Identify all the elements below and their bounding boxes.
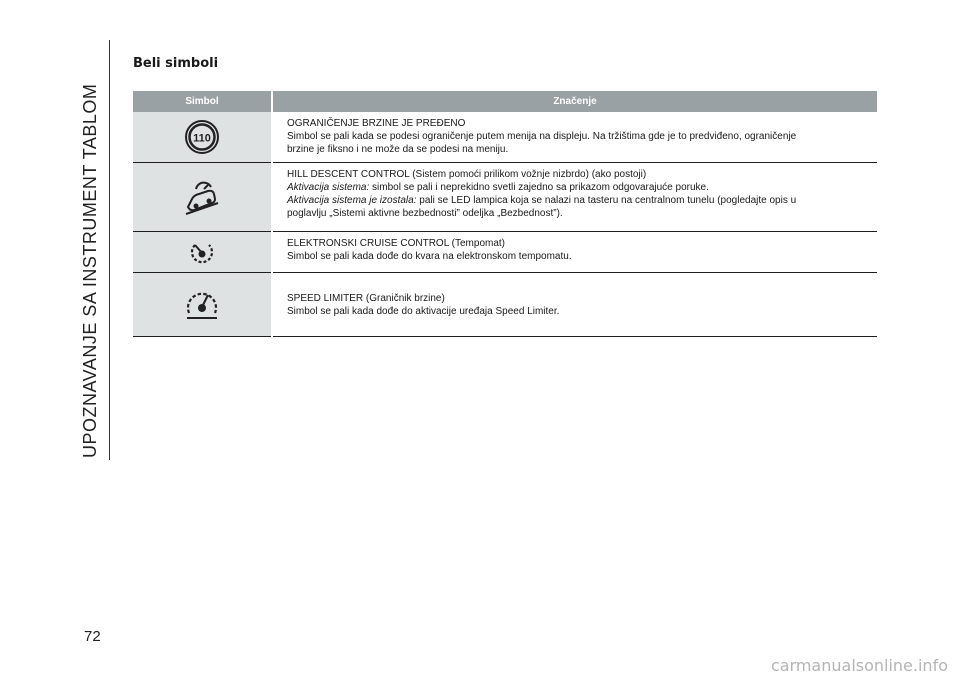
watermark: carmanualsonline.info	[770, 656, 948, 675]
row-text: Simbol se pali kada dođe do kvara na elektronskom tempomatu.	[287, 251, 572, 262]
symbol-cell	[133, 273, 272, 337]
table-row	[133, 232, 877, 273]
cruise-control-icon	[187, 237, 217, 267]
meaning-cell	[272, 112, 877, 163]
table-row	[133, 273, 877, 337]
meaning-cell	[272, 273, 877, 337]
table-row	[133, 163, 877, 232]
speed-limit-110-icon	[182, 117, 222, 157]
table-header-row	[133, 91, 877, 112]
symbol-cell	[133, 112, 272, 163]
no-activation-text: pali se LED lampica koja se nalazi na tasteru na centralnom tunelu (pogledajte opis u	[416, 195, 797, 206]
symbol-cell	[133, 163, 272, 232]
row-title: OGRANIČENJE BRZINE JE PREĐENO	[287, 118, 466, 129]
row-text: brzine je fiksno i ne može da se podesi na meniju.	[287, 144, 509, 155]
row-text: poglavlju „Sistemi aktivne bezbednosti” odeljka „Bezbednost”).	[287, 208, 563, 219]
header-meaning: Značenje	[272, 91, 877, 112]
row-title: SPEED LIMITER (Graničnik brzine)	[287, 293, 445, 304]
symbol-cell	[133, 232, 272, 273]
chapter-divider	[109, 40, 110, 460]
row-text	[287, 194, 871, 207]
row-text: Simbol se pali kada se podesi ograničenje putem menija na displeju. Na tržištima gde je to predviđeno, ograničenje	[287, 131, 797, 142]
section-title: Beli simboli	[133, 56, 219, 71]
row-title: ELEKTRONSKI CRUISE CONTROL (Tempomat)	[287, 238, 506, 249]
header-symbol: Simbol	[133, 91, 272, 112]
table-row	[133, 112, 877, 163]
row-title: HILL DESCENT CONTROL (Sistem pomoći prilikom vožnje nizbrdo) (ako postoji)	[287, 169, 647, 180]
activation-text: simbol se pali i neprekidno svetli zajedno sa prikazom odgovarajuće poruke.	[369, 182, 709, 193]
meaning-cell	[272, 163, 877, 232]
meaning-cell	[272, 232, 877, 273]
chapter-title: UPOZNAVANJE SA INSTRUMENT TABLOM	[80, 83, 100, 458]
page-number: 72	[84, 628, 101, 645]
speed-limit-value: 110	[193, 132, 211, 145]
row-text: Simbol se pali kada dođe do aktivacije uređaja Speed Limiter.	[287, 306, 560, 317]
speed-limiter-icon	[182, 285, 222, 325]
hill-descent-control-icon	[182, 177, 222, 217]
no-activation-label: Aktivacija sistema je izostala:	[287, 195, 417, 206]
symbols-table	[133, 91, 877, 337]
activation-label: Aktivacija sistema:	[287, 182, 370, 193]
row-text	[287, 181, 871, 194]
